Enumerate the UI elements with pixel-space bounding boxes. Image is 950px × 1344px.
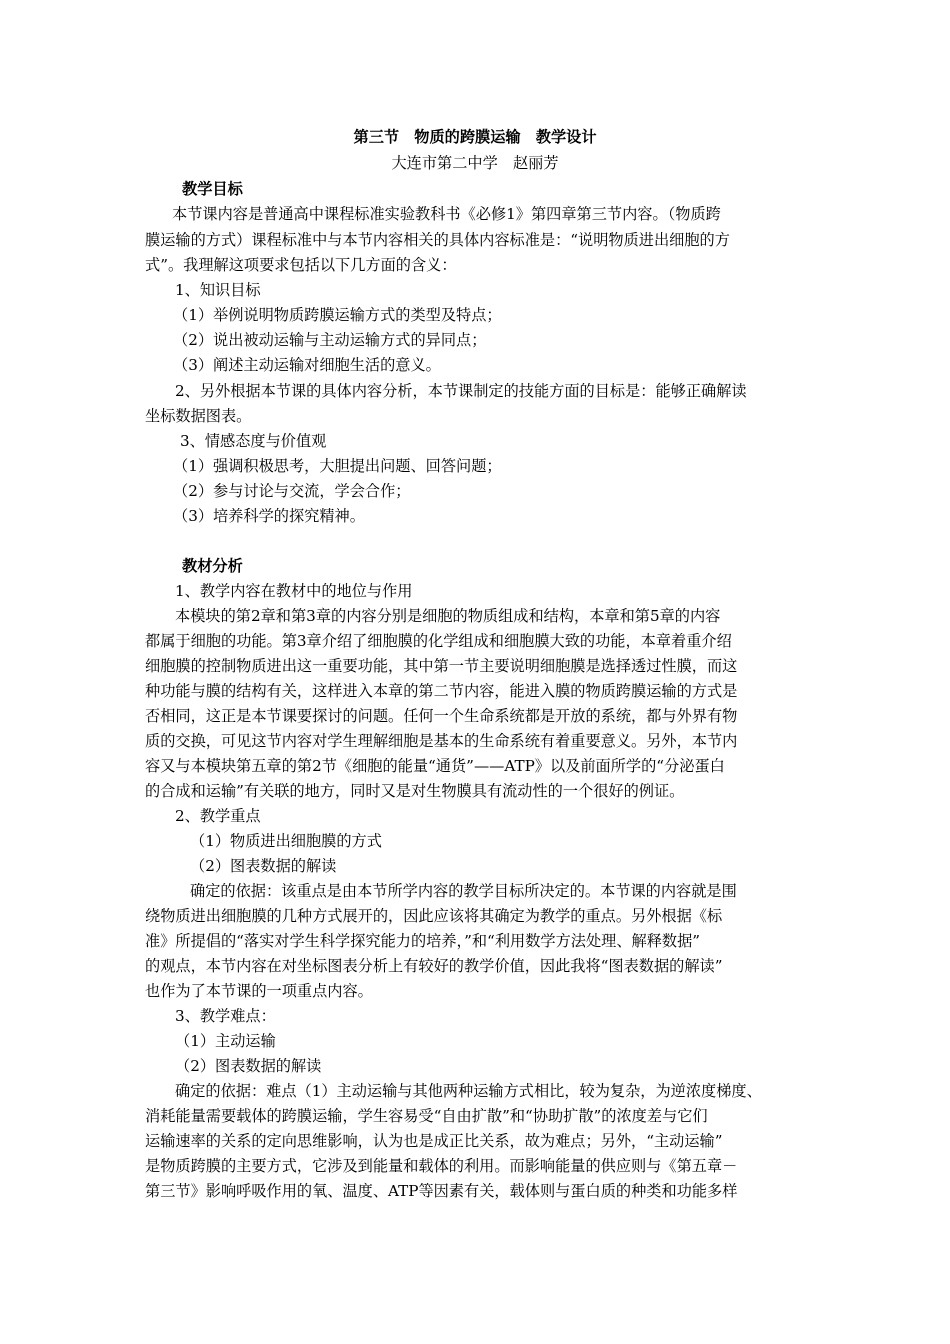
document-title: 第三节 物质的跨膜运输 教学设计 bbox=[353, 128, 597, 146]
list-item: （2）参与讨论与交流，学会合作； bbox=[173, 482, 411, 500]
paragraph-line: 细胞膜的控制物质进出这一重要功能，其中第一节主要说明细胞膜是选择透过性膜，而这 bbox=[145, 657, 738, 675]
list-item: （1）主动运输 bbox=[175, 1032, 276, 1050]
paragraph-line: 的观点，本节内容在对坐标图表分析上有较好的教学价值，因此我将“图表数据的解读” bbox=[145, 957, 723, 975]
paragraph-line: 坐标数据图表。 bbox=[145, 407, 252, 425]
paragraph-line: 否相同，这正是本节课要探讨的问题。任何一个生命系统都是开放的系统，都与外界有物 bbox=[145, 707, 738, 725]
list-heading: 1、教学内容在教材中的地位与作用 bbox=[175, 582, 413, 600]
list-item: （3）培养科学的探究精神。 bbox=[173, 507, 365, 525]
paragraph-line: 膜运输的方式）课程标准中与本节内容相关的具体内容标准是：“说明物质进出细胞的方 bbox=[145, 231, 730, 249]
paragraph-line: 式”。我理解这项要求包括以下几方面的含义： bbox=[145, 256, 457, 274]
paragraph-line: 消耗能量需要载体的跨膜运输，学生容易受“自由扩散”和“协助扩散”的浓度差与它们 bbox=[145, 1107, 708, 1125]
list-item: （3）阐述主动运输对细胞生活的意义。 bbox=[173, 356, 441, 374]
section-heading-material-analysis: 教材分析 bbox=[182, 557, 243, 575]
paragraph-line: 本模块的第2章和第3章的内容分别是细胞的物质组成和结构，本章和第5章的内容 bbox=[175, 607, 721, 625]
list-heading: 3、教学难点： bbox=[175, 1007, 276, 1025]
list-item: （1）举例说明物质跨膜运输方式的类型及特点； bbox=[173, 306, 502, 324]
paragraph-line: 运输速率的关系的定向思维影响，认为也是成正比关系，故为难点；另外，“主动运输” bbox=[145, 1132, 723, 1150]
list-heading: 1、知识目标 bbox=[175, 281, 261, 299]
list-item: （2）说出被动运输与主动运输方式的异同点； bbox=[173, 331, 487, 349]
paragraph-line: 容又与本模块第五章的第2节《细胞的能量“通货”——ATP》以及前面所学的“分泌蛋白 bbox=[145, 757, 725, 775]
list-item: （2）图表数据的解读 bbox=[175, 1057, 322, 1075]
paragraph-line: 第三节》影响呼吸作用的氧、温度、ATP等因素有关，载体则与蛋白质的种类和功能多样 bbox=[145, 1182, 738, 1200]
paragraph-line: 都属于细胞的功能。第3章介绍了细胞膜的化学组成和细胞膜大致的功能，本章着重介绍 bbox=[145, 632, 732, 650]
paragraph-line: 确定的依据：该重点是由本节所学内容的教学目标所决定的。本节课的内容就是围 bbox=[190, 882, 737, 900]
list-item: （2）图表数据的解读 bbox=[190, 857, 337, 875]
paragraph-line: 确定的依据：难点（1）主动运输与其他两种运输方式相比，较为复杂，为逆浓度梯度、 bbox=[175, 1082, 762, 1100]
paragraph-line: 本节课内容是普通高中课程标准实验教科书《必修1》第四章第三节内容。（物质跨 bbox=[172, 205, 721, 223]
list-item: （1）强调积极思考，大胆提出问题、回答问题； bbox=[173, 457, 502, 475]
paragraph-line: 2、另外根据本节课的具体内容分析，本节课制定的技能方面的目标是：能够正确解读 bbox=[175, 382, 747, 400]
document-author: 大连市第二中学 赵丽芳 bbox=[391, 154, 559, 172]
paragraph-line: 质的交换，可见这节内容对学生理解细胞是基本的生命系统有着重要意义。另外，本节内 bbox=[145, 732, 738, 750]
list-heading: 2、教学重点 bbox=[175, 807, 261, 825]
section-heading-teaching-goals: 教学目标 bbox=[182, 180, 243, 198]
paragraph-line: 准》所提倡的“落实对学生科学探究能力的培养，”和“利用数学方法处理、解释数据” bbox=[145, 932, 701, 950]
paragraph-line: 的合成和运输”有关联的地方，同时又是对生物膜具有流动性的一个很好的例证。 bbox=[145, 782, 685, 800]
paragraph-line: 是物质跨膜的主要方式，它涉及到能量和载体的利用。而影响能量的供应则与《第五章－ bbox=[145, 1157, 738, 1175]
paragraph-line: 也作为了本节课的一项重点内容。 bbox=[145, 982, 373, 1000]
paragraph-line: 种功能与膜的结构有关，这样进入本章的第二节内容，能进入膜的物质跨膜运输的方式是 bbox=[145, 682, 738, 700]
paragraph-line: 绕物质进出细胞膜的几种方式展开的，因此应该将其确定为教学的重点。另外根据《标 bbox=[145, 907, 723, 925]
list-item: （1）物质进出细胞膜的方式 bbox=[190, 832, 382, 850]
list-heading: 3、情感态度与价值观 bbox=[180, 432, 327, 450]
